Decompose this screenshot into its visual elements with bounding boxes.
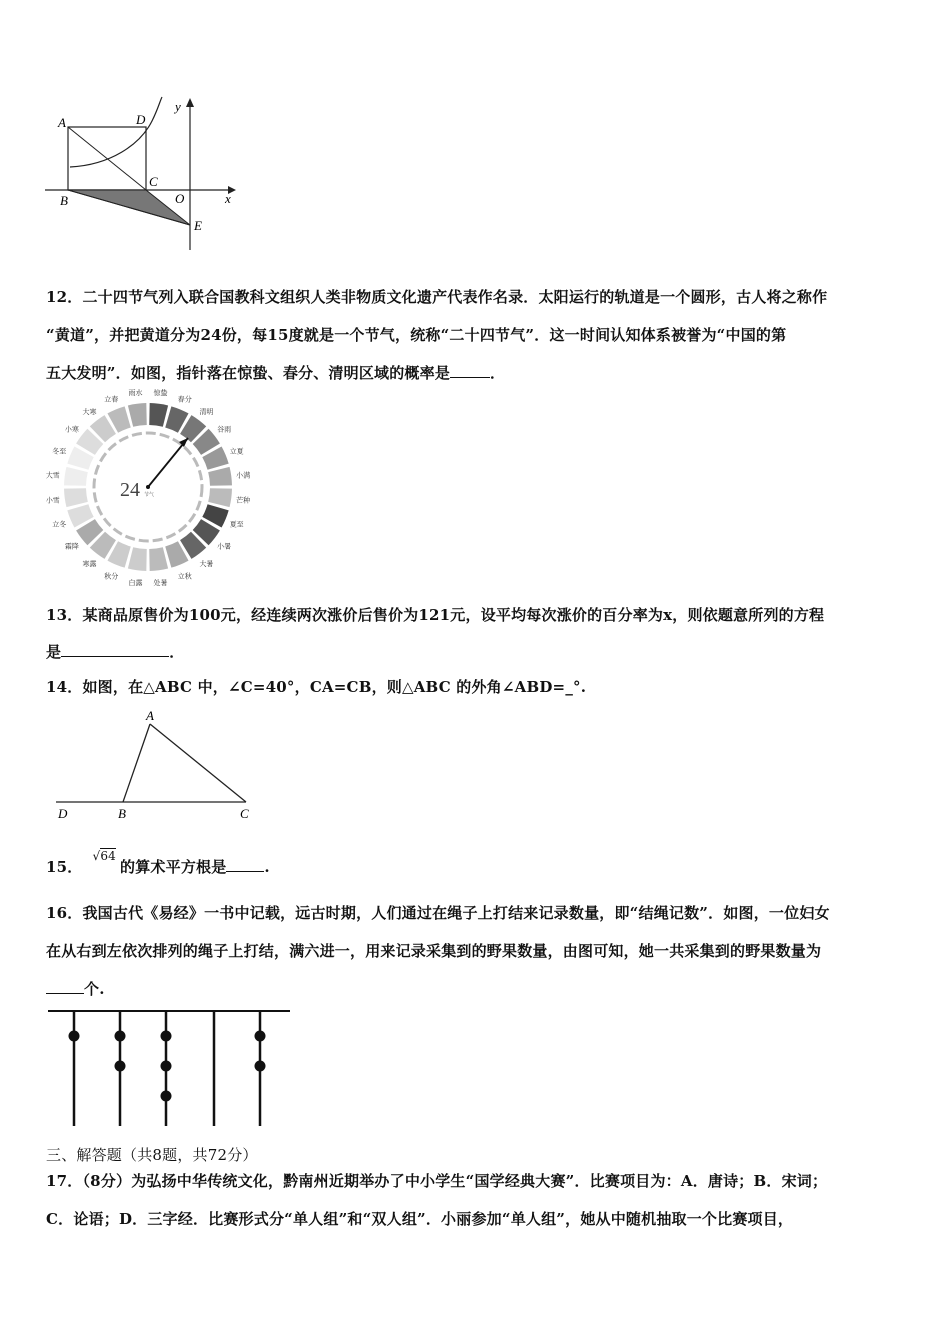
dial-term-label: 立春 [104,395,119,404]
q15-line [46,849,916,877]
q17-line-1: 17．（8分）为弘扬中华传统文化，黔南州近期举办了中小学生“国学经典大赛”．比赛项目为：A．唐诗；B．宋词； [46,1172,828,1190]
q12-line-3-end: ． [490,364,506,382]
dial-pivot [146,485,150,489]
dial-term-label: 立夏 [229,447,244,456]
label-A: A [58,115,66,130]
dial-term-label: 冬至 [52,447,67,456]
q13-line-2-end: ． [169,643,185,661]
q15-number: 15． [46,858,83,876]
q16-line-3-text: 个. [84,980,105,998]
sqrt-64 [92,849,116,863]
label-B: B [118,806,126,821]
q13-line-2 [46,641,916,662]
sqrt-radicand: 64 [100,849,117,863]
q15-text: 的算术平方根是 [120,858,227,876]
dial-term-label: 小暑 [217,542,232,551]
dial-term-label: 大寒 [82,407,97,416]
q16-answer-blank [46,981,84,994]
rope-knot [255,1031,266,1042]
dial-term-label: 雨水 [128,388,143,397]
rope-knot [69,1031,80,1042]
side-ab [123,724,150,802]
q13-line-2-text: 是 [46,643,62,661]
label-D: D [136,112,146,127]
dial-segment-21 [64,467,88,486]
label-C: C [240,806,249,821]
dial-term-label: 芒种 [236,496,251,505]
q16-line-2: 在从右到左依次排列的绳子上打结，满六进一，用来记录采集到的野果数量，由图可知，她一共采集到的野果数量为 [46,942,822,960]
dial-term-label: 春分 [177,395,192,404]
dial-pointer [148,438,188,487]
q14-line-1: 14．如图，在△ABC 中，∠C=40°，CA=CB，则△ABC 的外角∠ABD=_°. [46,678,587,696]
dial-term-label: 处暑 [153,579,168,588]
label-x: x [225,191,231,206]
rope-knot [115,1031,126,1042]
q17-line-2: C．论语；D．三字经．比赛形式分“单人组”和“双人组”．小丽参加“单人组”，她从中随机抽取一个比赛项目， [46,1210,794,1228]
q13-answer-blank [61,644,169,657]
dial-term-label: 寒露 [82,560,97,569]
rope-knot [115,1061,126,1072]
rope-knot [161,1061,172,1072]
dial-term-label: 立冬 [52,520,67,529]
label-O: O [175,191,185,206]
side-ac [150,724,246,802]
hyperbola-curve [70,97,162,167]
dial-segment-9 [208,488,232,507]
sqrt-sign: √ [92,849,101,863]
solar-terms-dial [40,388,275,588]
dial-term-label: 谷雨 [217,425,232,434]
dial-term-label: 白露 [128,579,143,588]
dial-segment-14 [149,547,168,571]
label-E: E [194,218,202,233]
dial-term-label: 秋分 [104,572,119,581]
q12-line-1: 12．二十四节气列入联合国教科文组织人类非物质文化遗产代表作名录．太阳运行的轨道是一个圆形，古人将之称作 [46,288,828,306]
dial-term-label: 大雪 [45,471,60,480]
rope-knot [255,1061,266,1072]
label-C: C [149,174,158,189]
diagonal-ac [68,127,146,190]
dial-term-label: 小满 [236,471,251,480]
dial-term-label: 大暑 [199,560,214,569]
label-A: A [146,708,154,723]
dial-segment-2 [128,403,147,427]
dial-term-label: 清明 [199,407,214,416]
rope-knot [161,1031,172,1042]
dial-term-label: 霜降 [64,542,79,551]
dial-center-number: 24 [120,479,140,501]
q15-answer-blank [226,859,264,872]
dial-segment-3 [149,403,168,427]
dial-segment-8 [208,467,232,486]
label-y: y [175,99,181,114]
y-axis-arrow [186,98,194,107]
dial-center-sub: 节气 [144,493,155,498]
q16-line-3 [46,978,916,999]
dial-segment-20 [64,488,88,507]
q15-end: . [264,858,270,876]
q11-figure [40,95,240,255]
q12-line-3 [46,362,916,383]
q14-triangle-figure [48,706,263,826]
label-D: D [58,806,68,821]
dial-term-label: 小寒 [64,425,79,434]
q12-line-3-text: 五大发明”．如图，指针落在惊蛰、春分、清明区域的概率是 [46,364,451,382]
dial-term-label: 夏至 [229,520,244,529]
dial-term-label: 立秋 [177,572,192,581]
q12-answer-blank [450,365,490,378]
dial-term-label: 惊蛰 [153,388,168,397]
knotted-ropes-figure [44,1006,294,1130]
dial-segment-15 [128,547,147,571]
rope-knot [161,1091,172,1102]
q16-line-1: 16．我国古代《易经》一书中记载，远古时期，人们通过在绳子上打结来记录数量，即“结绳记数”．如图，一位妇女 [46,904,830,922]
q12-line-2: “黄道”，并把黄道分为24份，每15度就是一个节气，统称“二十四节气”．这一时间认知体系被誉为“中国的第 [46,326,787,344]
dial-term-label: 小雪 [45,496,60,505]
q13-line-1: 13．某商品原售价为100元，经连续两次涨价后售价为121元，设平均每次涨价的百分率为x，则依题意所列的方程 [46,606,825,624]
section-3-title: 三、解答题（共8题，共72分） [46,1146,258,1164]
label-B: B [60,193,68,208]
